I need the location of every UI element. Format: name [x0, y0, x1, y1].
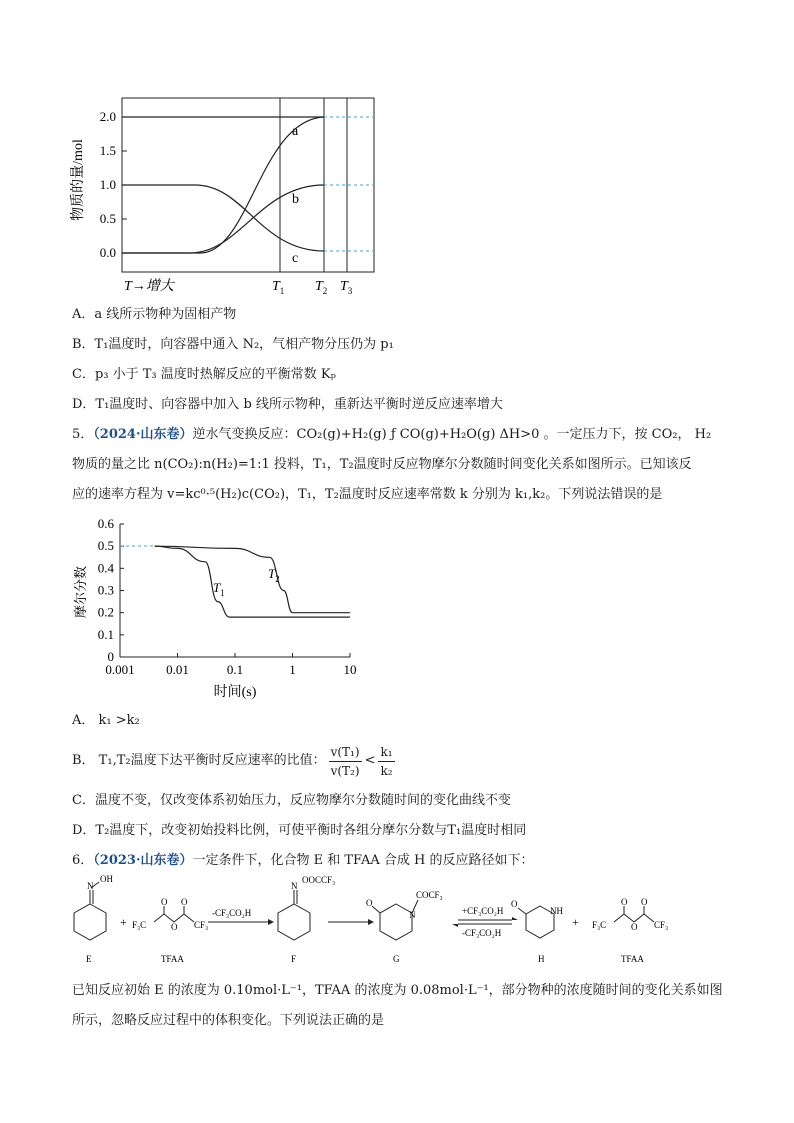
molecule-f-sub: OOCCF₃ [302, 875, 336, 885]
q5-option-b-kfraction [378, 743, 394, 780]
chart1-yticks [100, 109, 116, 260]
molecule-f-n: N [291, 881, 298, 891]
chart2-ytick: 0 [107, 649, 114, 664]
chart2-series-t1 [155, 546, 350, 617]
molecule-tfaa-2 [614, 906, 654, 922]
q5-line1 [72, 426, 711, 444]
q5-option-b-lt: < [364, 753, 376, 768]
q6-line1 [72, 852, 533, 870]
chart2-ylabel: 摩尔分数 [73, 565, 88, 619]
molecule-f [278, 890, 310, 940]
chart1-dashed-extensions [324, 117, 374, 251]
chart2-xtick: 0.1 [226, 662, 244, 677]
q5-number: 5． [72, 427, 94, 442]
reaction-scheme [66, 874, 730, 974]
q6-line2: 已知反应初始 E 的浓度为 0.10mol·L⁻¹，TFAA 的浓度为 0.08mol·L⁻¹，部分物种的浓度随时间的变化关系如图 [72, 983, 723, 998]
q4-option-a: A．a 线所示物种为固相产物 [72, 307, 237, 322]
tfaa2-left: F₃C [592, 920, 607, 930]
chart1-ylabel: 物质的量/mol [71, 139, 86, 221]
chart1-ytick: 1.0 [99, 177, 116, 192]
tfaa2-o1: O [621, 897, 628, 907]
chart2-ytick: 0.6 [97, 516, 114, 531]
q4-option-c: C．p₃ 小于 T₃ 温度时热解反应的平衡常数 Kₚ [72, 367, 336, 382]
molecule-h-o: O [511, 899, 518, 909]
q6-stem1: 一定条件下，化合物 E 和 TFAA 合成 H 的反应路径如下： [192, 853, 534, 868]
molecule-e-n: N [87, 881, 94, 891]
arrow-1-label: -CF₃CO₂H [212, 908, 252, 918]
chart2-xtick: 10 [343, 662, 357, 677]
chart2-series-t2 [155, 546, 350, 613]
tfaa2-o3: O [631, 922, 638, 932]
chart2-ytick: 0.4 [97, 560, 114, 576]
molecule-e-label: E [86, 954, 92, 964]
q5-option-a: A． k₁ >k₂ [72, 713, 140, 728]
q5-stem1: 逆水气变换反应：CO₂(g)+H₂(g) ƒ CO(g)+H₂O(g) ΔH>0 。一定压力下，按 CO₂， H₂ [192, 427, 712, 442]
q5-line3: 应的速率方程为 v=kc⁰·⁵(H₂)c(CO₂)，T₁，T₂温度时反应速率常数 k 分别为 k₁,k₂。下列说法错误的是 [72, 487, 663, 502]
arrow-1-head [268, 919, 274, 925]
chart1-ytick: 1.5 [99, 143, 116, 158]
chart1 [60, 90, 390, 300]
chart2-label-t2: $T_2$ [268, 566, 280, 584]
chart2 [60, 512, 370, 704]
tfaa-o3: O [171, 922, 178, 932]
chart2-xtick: 1 [289, 662, 296, 677]
chart2-xtick: 0.001 [105, 662, 135, 677]
tfaa2-right: CF₃ [654, 920, 669, 930]
chart2-ytick: 0.2 [97, 604, 114, 620]
q5-option-d: D．T₂温度下，改变初始投料比例，可使平衡时各组分摩尔分数与T₁温度时相同 [72, 823, 527, 838]
plus-sign-1: + [120, 915, 127, 929]
plus-sign-2: + [572, 915, 579, 929]
molecule-h-label: H [538, 954, 545, 964]
q5-option-b-den: v(T₂) [330, 763, 360, 778]
q5-option-c: C．温度不变，仅改变体系初始压力，反应物摩尔分数随时间的变化曲线不变 [72, 793, 511, 808]
tfaa-o1: O [161, 897, 168, 907]
chart1-t3-label: $T_3$ [340, 279, 353, 296]
molecule-g-n: N [409, 910, 416, 920]
eq-bottom-label: -CF₃CO₂H [462, 928, 502, 938]
molecule-g-sub: COCF₃ [416, 890, 443, 900]
molecule-g-o: O [366, 898, 373, 908]
q4-option-b: B．T₁温度时，向容器中通入 N₂，气相产物分压仍为 p₁ [72, 337, 394, 352]
chart2-xtick: 0.01 [166, 662, 189, 677]
chart2-ytick: 0.1 [97, 626, 114, 642]
chart1-t1-label: $T_1$ [272, 279, 285, 296]
q5-option-b-kden: k₂ [380, 763, 393, 778]
chart1-ytick: 0.5 [99, 211, 116, 226]
chart2-label-t1: $T_1$ [213, 580, 225, 598]
q5-option-b-num: v(T₁) [329, 743, 362, 762]
tfaa2-o2: O [641, 897, 648, 907]
molecule-e-oh: OH [100, 874, 113, 884]
chart1-label-a: a [292, 124, 299, 139]
tfaa-o2: O [181, 897, 188, 907]
q6-source: （2023·山东卷） [93, 853, 193, 868]
chart1-x-text: T→增大 [124, 279, 174, 294]
molecule-g [372, 900, 418, 940]
chart2-ytick: 0.5 [97, 538, 114, 554]
q4-option-d: D．T₁温度时、向容器中加入 b 线所示物种，重新达平衡时逆反应速率增大 [72, 397, 503, 412]
chart1-label-b: b [292, 192, 299, 207]
molecule-h-nh: NH [550, 906, 563, 916]
q6-number: 6． [72, 853, 94, 868]
q5-option-b-fraction [329, 743, 362, 780]
chart2-ytick: 0.3 [97, 582, 114, 598]
tfaa-right: CF₃ [194, 920, 209, 930]
molecule-g-label: G [393, 954, 400, 964]
eq-arrow-forward-head [512, 917, 518, 920]
tfaa2-label: TFAA [621, 954, 644, 964]
q5-line2: 物质的量之比 n(CO₂):n(H₂)=1:1 投料，T₁，T₂温度时反应物摩尔分数随时间变化关系如图所示。已知该反 [72, 457, 692, 472]
eq-arrow-back-head [452, 924, 458, 927]
q6-line3: 所示，忽略反应过程中的体积变化。下列说法正确的是 [72, 1013, 385, 1028]
molecule-h [518, 906, 554, 938]
arrow-2-head [368, 919, 374, 925]
chart1-ytick: 2.0 [99, 109, 116, 124]
q5-option-b-knum: k₁ [378, 743, 394, 762]
q5-option-b [72, 742, 395, 780]
molecule-tfaa [154, 906, 194, 922]
q5-option-b-prefix: B． T₁,T₂温度下达平衡时反应速率的比值： [72, 753, 326, 768]
chart1-label-c: c [292, 251, 299, 266]
chart1-t2-label: $T_2$ [315, 279, 328, 296]
tfaa-label: TFAA [161, 954, 184, 964]
chart1-ytick: 0.0 [99, 245, 116, 260]
q5-source: （2024·山东卷） [93, 427, 193, 442]
chart2-xlabel: 时间(s) [213, 685, 257, 700]
molecule-f-label: F [291, 954, 297, 964]
eq-top-label: +CF₃CO₂H [462, 906, 504, 916]
tfaa-left: F₃C [132, 920, 147, 930]
